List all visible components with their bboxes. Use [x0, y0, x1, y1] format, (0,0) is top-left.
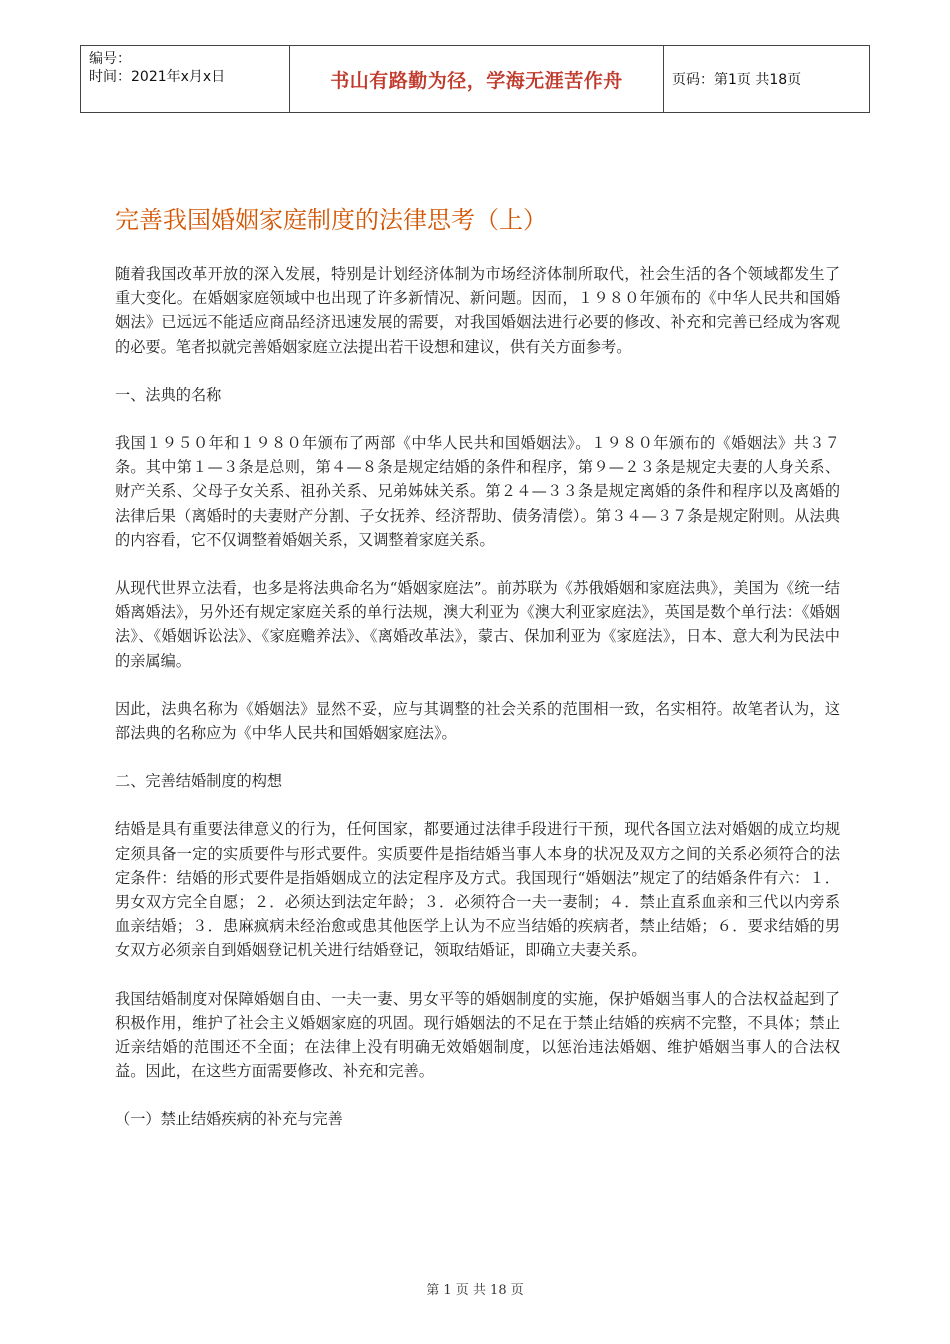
- body-paragraph: 随着我国改革开放的深入发展，特别是计划经济体制为市场经济体制所取代，社会生活的各个领域都发生了重大变化。在婚姻家庭领域中也出现了许多新情况、新问题。因而，１９８０年颁布的《中华人民共和国婚姻法》已远远不能适应商品经济迅速发展的需要，对我国婚姻法进行必要的修改、补充和完善已经成为客观的必要。笔者拟就完善婚姻家庭立法提出若干设想和建议，供有关方面参考。: [115, 265, 840, 356]
- body-paragraph: 从现代世界立法看，也多是将法典命名为“婚姻家庭法”。前苏联为《苏俄婚姻和家庭法典》，美国为《统一结婚离婚法》，另外还有规定家庭关系的单行法规，澳大利亚为《澳大利亚家庭法》，英国是数个单行法：《婚姻法》、《婚姻诉讼法》、《家庭赡养法》、《离婚改革法》，蒙古、保加利亚为《家庭法》，日本、意大利为民法中的亲属编。: [115, 579, 840, 670]
- body-paragraph: 因此，法典名称为《婚姻法》显然不妥，应与其调整的社会关系的范围相一致，名实相符。故笔者认为，这部法典的名称应为《中华人民共和国婚姻家庭法》。: [115, 699, 840, 743]
- document-body: [115, 262, 840, 1132]
- body-paragraph: 结婚是具有重要法律意义的行为，任何国家，都要通过法律手段进行干预，现代各国立法对婚姻的成立均规定须具备一定的实质要件与形式要件。实质要件是指结婚当事人本身的状况及双方之间的关系必须符合的法定条件：结婚的形式要件是指婚姻成立的法定程序及方式。我国现行“婚姻法”规定了的结婚条件有六：１．男女双方完全自愿；２．必须达到法定年龄；３．必须符合一夫一妻制；４．禁止直系血亲和三代以内旁系血亲结婚；３．患麻疯病未经治愈或患其他医学上认为不应当结婚的疾病者，禁止结婚；６．要求结婚的男女双方必须亲自到婚姻登记机关进行结婚登记，领取结婚证，即确立夫妻关系。: [115, 820, 840, 960]
- body-paragraph: 我国１９５０年和１９８０年颁布了两部《中华人民共和国婚姻法》。１９８０年颁布的《婚姻法》共３７条。其中第１—３条是总则，第４—８条是规定结婚的条件和程序，第９—２３条是规定夫妻的人身关系、财产关系、父母子女关系、祖孙关系、兄弟姊妹关系。第２４—３３条是规定离婚的条件和程序以及离婚的法律后果（离婚时的夫妻财产分割、子女抚养、经济帮助、债务清偿）。第３４—３７条是规定附则。从法典的内容看，它不仅调整着婚姻关系，又调整着家庭关系。: [115, 434, 840, 549]
- header-meta-cell: [81, 46, 290, 113]
- body-paragraph: 我国结婚制度对保障婚姻自由、一夫一妻、男女平等的婚姻制度的实施，保护婚姻当事人的合法权益起到了积极作用，维护了社会主义婚姻家庭的巩固。现行婚姻法的不足在于禁止结婚的疾病不完整，不具体；禁止近亲结婚的范围还不全面；在法律上没有明确无效婚姻制度，以惩治违法婚姻、维护婚姻当事人的合法权益。因此，在这些方面需要修改、补充和完善。: [115, 989, 840, 1081]
- header-motto: 书山有路勤为径，学海无涯苦作舟: [330, 69, 623, 92]
- section-heading: 二、完善结婚制度的构想: [115, 772, 283, 791]
- page-footer: 第 1 页 共 18 页: [426, 1283, 524, 1298]
- header-table: [80, 45, 870, 113]
- header-motto-cell: [290, 46, 664, 113]
- subsection-heading: （一）禁止结婚疾病的补充与完善: [115, 1110, 343, 1129]
- header-page-info: 页码：第1页 共18页: [664, 46, 870, 113]
- document-number-label: 编号：: [89, 51, 131, 67]
- document-title: 完善我国婚姻家庭制度的法律思考（上）: [115, 206, 547, 234]
- section-heading: 一、法典的名称: [115, 385, 222, 404]
- document-time-label: 时间：2021年x月x日: [89, 69, 226, 85]
